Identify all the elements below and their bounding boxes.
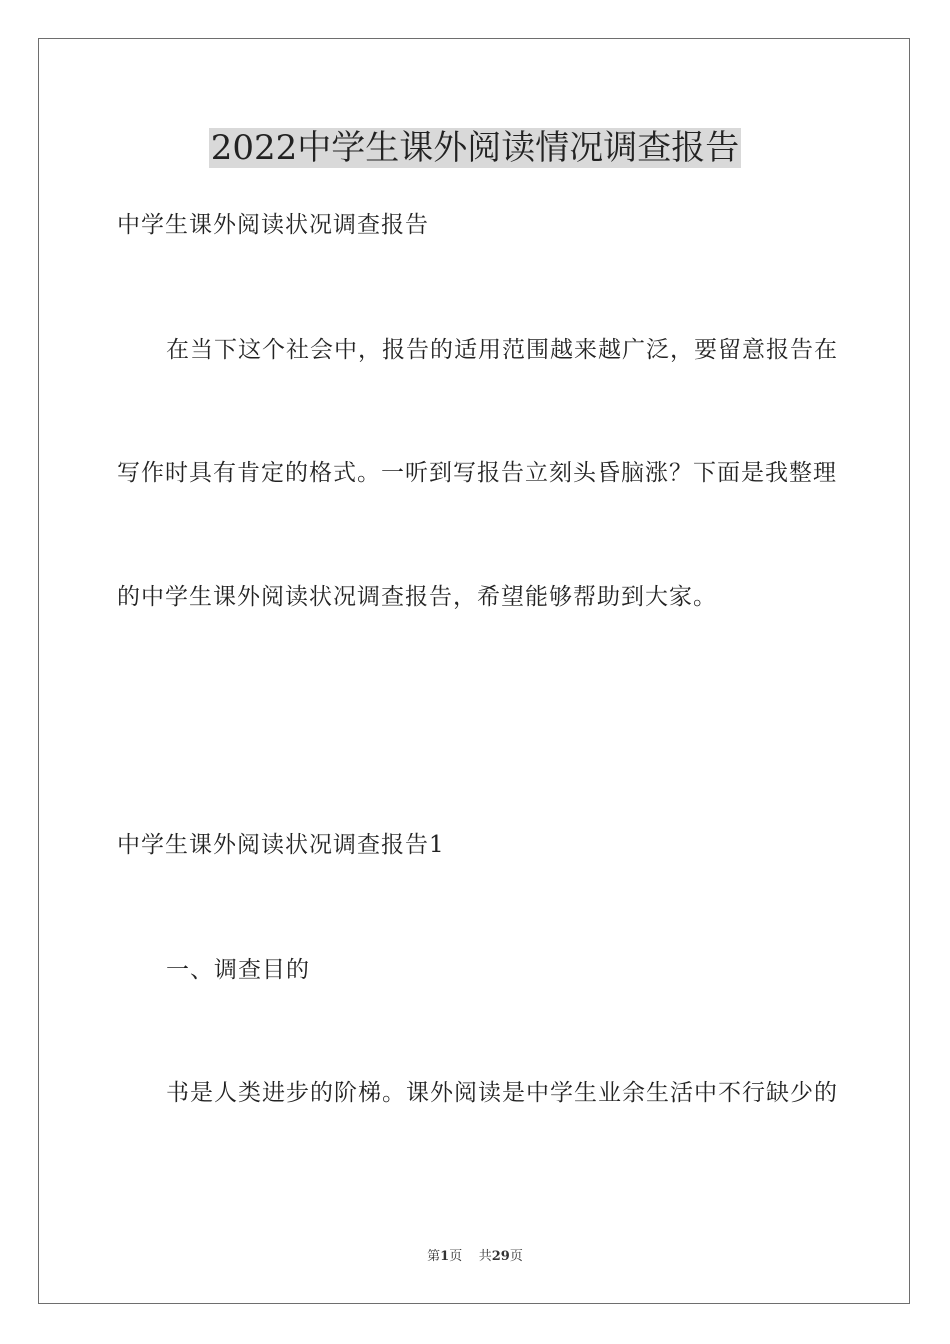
footer-page-number: 1 (440, 1249, 450, 1264)
subsection-heading: 一、调查目的 (166, 957, 310, 983)
footer-total-suffix: 页 (509, 1249, 523, 1264)
footer-page-prefix: 第 (427, 1249, 441, 1264)
footer-total-pages: 29 (491, 1249, 510, 1264)
body-paragraph-line: 书是人类进步的阶梯。课外阅读是中学生业余生活中不行缺少的 (166, 1080, 838, 1106)
intro-line-2: 写作时具有肯定的格式。一听到写报告立刻头昏脑涨？下面是我整理 (117, 460, 837, 486)
section-heading: 中学生课外阅读状况调查报告1 (117, 832, 445, 858)
footer-total-prefix: 共 (478, 1249, 492, 1264)
footer-page-suffix: 页 (449, 1249, 463, 1264)
intro-line-3: 的中学生课外阅读状况调查报告，希望能够帮助到大家。 (117, 584, 717, 610)
document-subtitle: 中学生课外阅读状况调查报告 (117, 212, 429, 238)
document-title (0, 126, 950, 170)
intro-line-1: 在当下这个社会中，报告的适用范围越来越广泛，要留意报告在 (166, 337, 838, 363)
document-title-text: 2022中学生课外阅读情况调查报告 (210, 128, 740, 168)
page-footer (0, 1248, 950, 1266)
